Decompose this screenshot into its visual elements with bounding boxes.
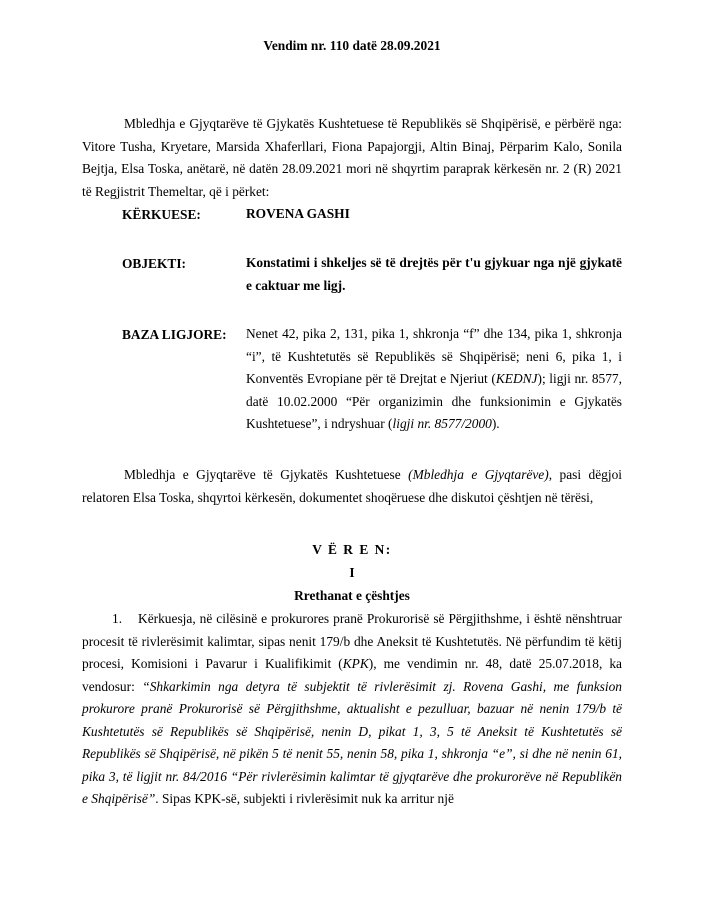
paragraph-1-number: 1.: [112, 611, 123, 626]
objekti-label: OBJEKTI:: [122, 256, 186, 271]
baza-kednj: KEDNJ: [495, 371, 538, 386]
baza-ligjore-value: [246, 323, 622, 436]
kerkuese-label: KËRKUESE:: [122, 207, 201, 222]
meeting-italic: (Mbledhja e Gjyqtarëve): [408, 467, 549, 482]
meeting-text-1: Mbledhja e Gjyqtarëve të Gjykatës Kushtetuese: [124, 467, 409, 482]
veren-heading: V Ë R E N:: [312, 542, 392, 557]
paragraph-1-quote: “Shkarkimin nga detyra të subjektit të rivlerësimit zj. Rovena Gashi, me funksion prokurore pranë Prokurorisë së Përgjithshme, aktualisht e pezulluar, bazuar në nenin 179/b të Kushtetutës së Republikës së Shqipërisë, nenin D, pikat 1, 3, 5 të Aneksit të Kushtetutës së Republikës së Shqipërisë, në pikën 5 të nenit 55, nenin 58, pika 1, shkronja “e”, si dhe në nenin 61, pika 3, të ligjit nr. 84/2016 “Për rivlerësimin kalimtar të gjyqtarëve dhe prokurorëve në Republikën e Shqipërisë”: [82, 678, 622, 806]
paragraph-1-text-1: Kërkuesja, në cilësinë e prokurores pranë Prokurorisë së Përgjithshme, i është nënshtruar procesit të rivlerësimit kalimtar, sipas nenit 179/b dhe Aneksit të Kushtetutës. Në përfundim të këtij procesi, Komisioni i Pavarur i Kualifikimit (: [82, 611, 622, 671]
meeting-text-2: , pasi dëgjoi relatoren Elsa Toska, shqyrtoi kërkesën, dokumentet shoqëruese dhe diskutoi çështjen në tërësi,: [82, 467, 622, 505]
intro-paragraph: Mbledhja e Gjyqtarëve të Gjykatës Kushtetuese të Republikës së Shqipërisë, e përbërë nga: Vitore Tusha, Kryetare, Marsida Xhaferllari, Fiona Papajorgji, Altin Binaj, Përparim Kalo, Sonila Bejtja, Elsa Toska, anëtarë, në datën 28.09.2021 mori në shqyrtim paraprak kërkesën nr. 2 (R) 2021 të Regjistrit Themeltar, që i përket:: [82, 116, 622, 199]
section-title: Rrethanat e çështjes: [294, 588, 410, 603]
baza-text-1: Nenet 42, pika 2, 131, pika 1, shkronja “f” dhe 134, pika 1, shkronja “i”, të Kushtetutës së Republikës së Shqipërisë; neni 6, pika 1, i Konventës Evropiane për të Drejtat e Njeriut (: [246, 326, 622, 386]
paragraph-1: [82, 608, 622, 811]
document-title: Vendim nr. 110 datë 28.09.2021: [263, 38, 441, 53]
paragraph-1-kpk: KPK: [342, 656, 369, 671]
baza-text-2: ); ligji nr. 8577, datë 10.02.2000 “Për organizimin dhe funksionimin e Gjykatës Kushtetuese”, i ndryshuar (: [246, 371, 622, 431]
meeting-paragraph: [82, 464, 622, 509]
section-number: I: [349, 565, 355, 580]
baza-ligjore-label: BAZA LIGJORE:: [122, 327, 227, 342]
kerkuese-value: ROVENA GASHI: [246, 206, 350, 221]
paragraph-1-text-3: . Sipas KPK-së, subjekti i rivlerësimit nuk ka arritur një: [155, 791, 454, 806]
baza-ligji: ligji nr. 8577/2000: [392, 416, 492, 431]
paragraph-1-text-2: ), me vendimin nr. 48, datë 25.07.2018, ka vendosur:: [82, 656, 623, 694]
baza-text-3: ).: [491, 416, 500, 431]
objekti-value: Konstatimi i shkeljes së të drejtës për t'u gjykuar nga një gjykatë e caktuar me ligj.: [246, 255, 622, 293]
